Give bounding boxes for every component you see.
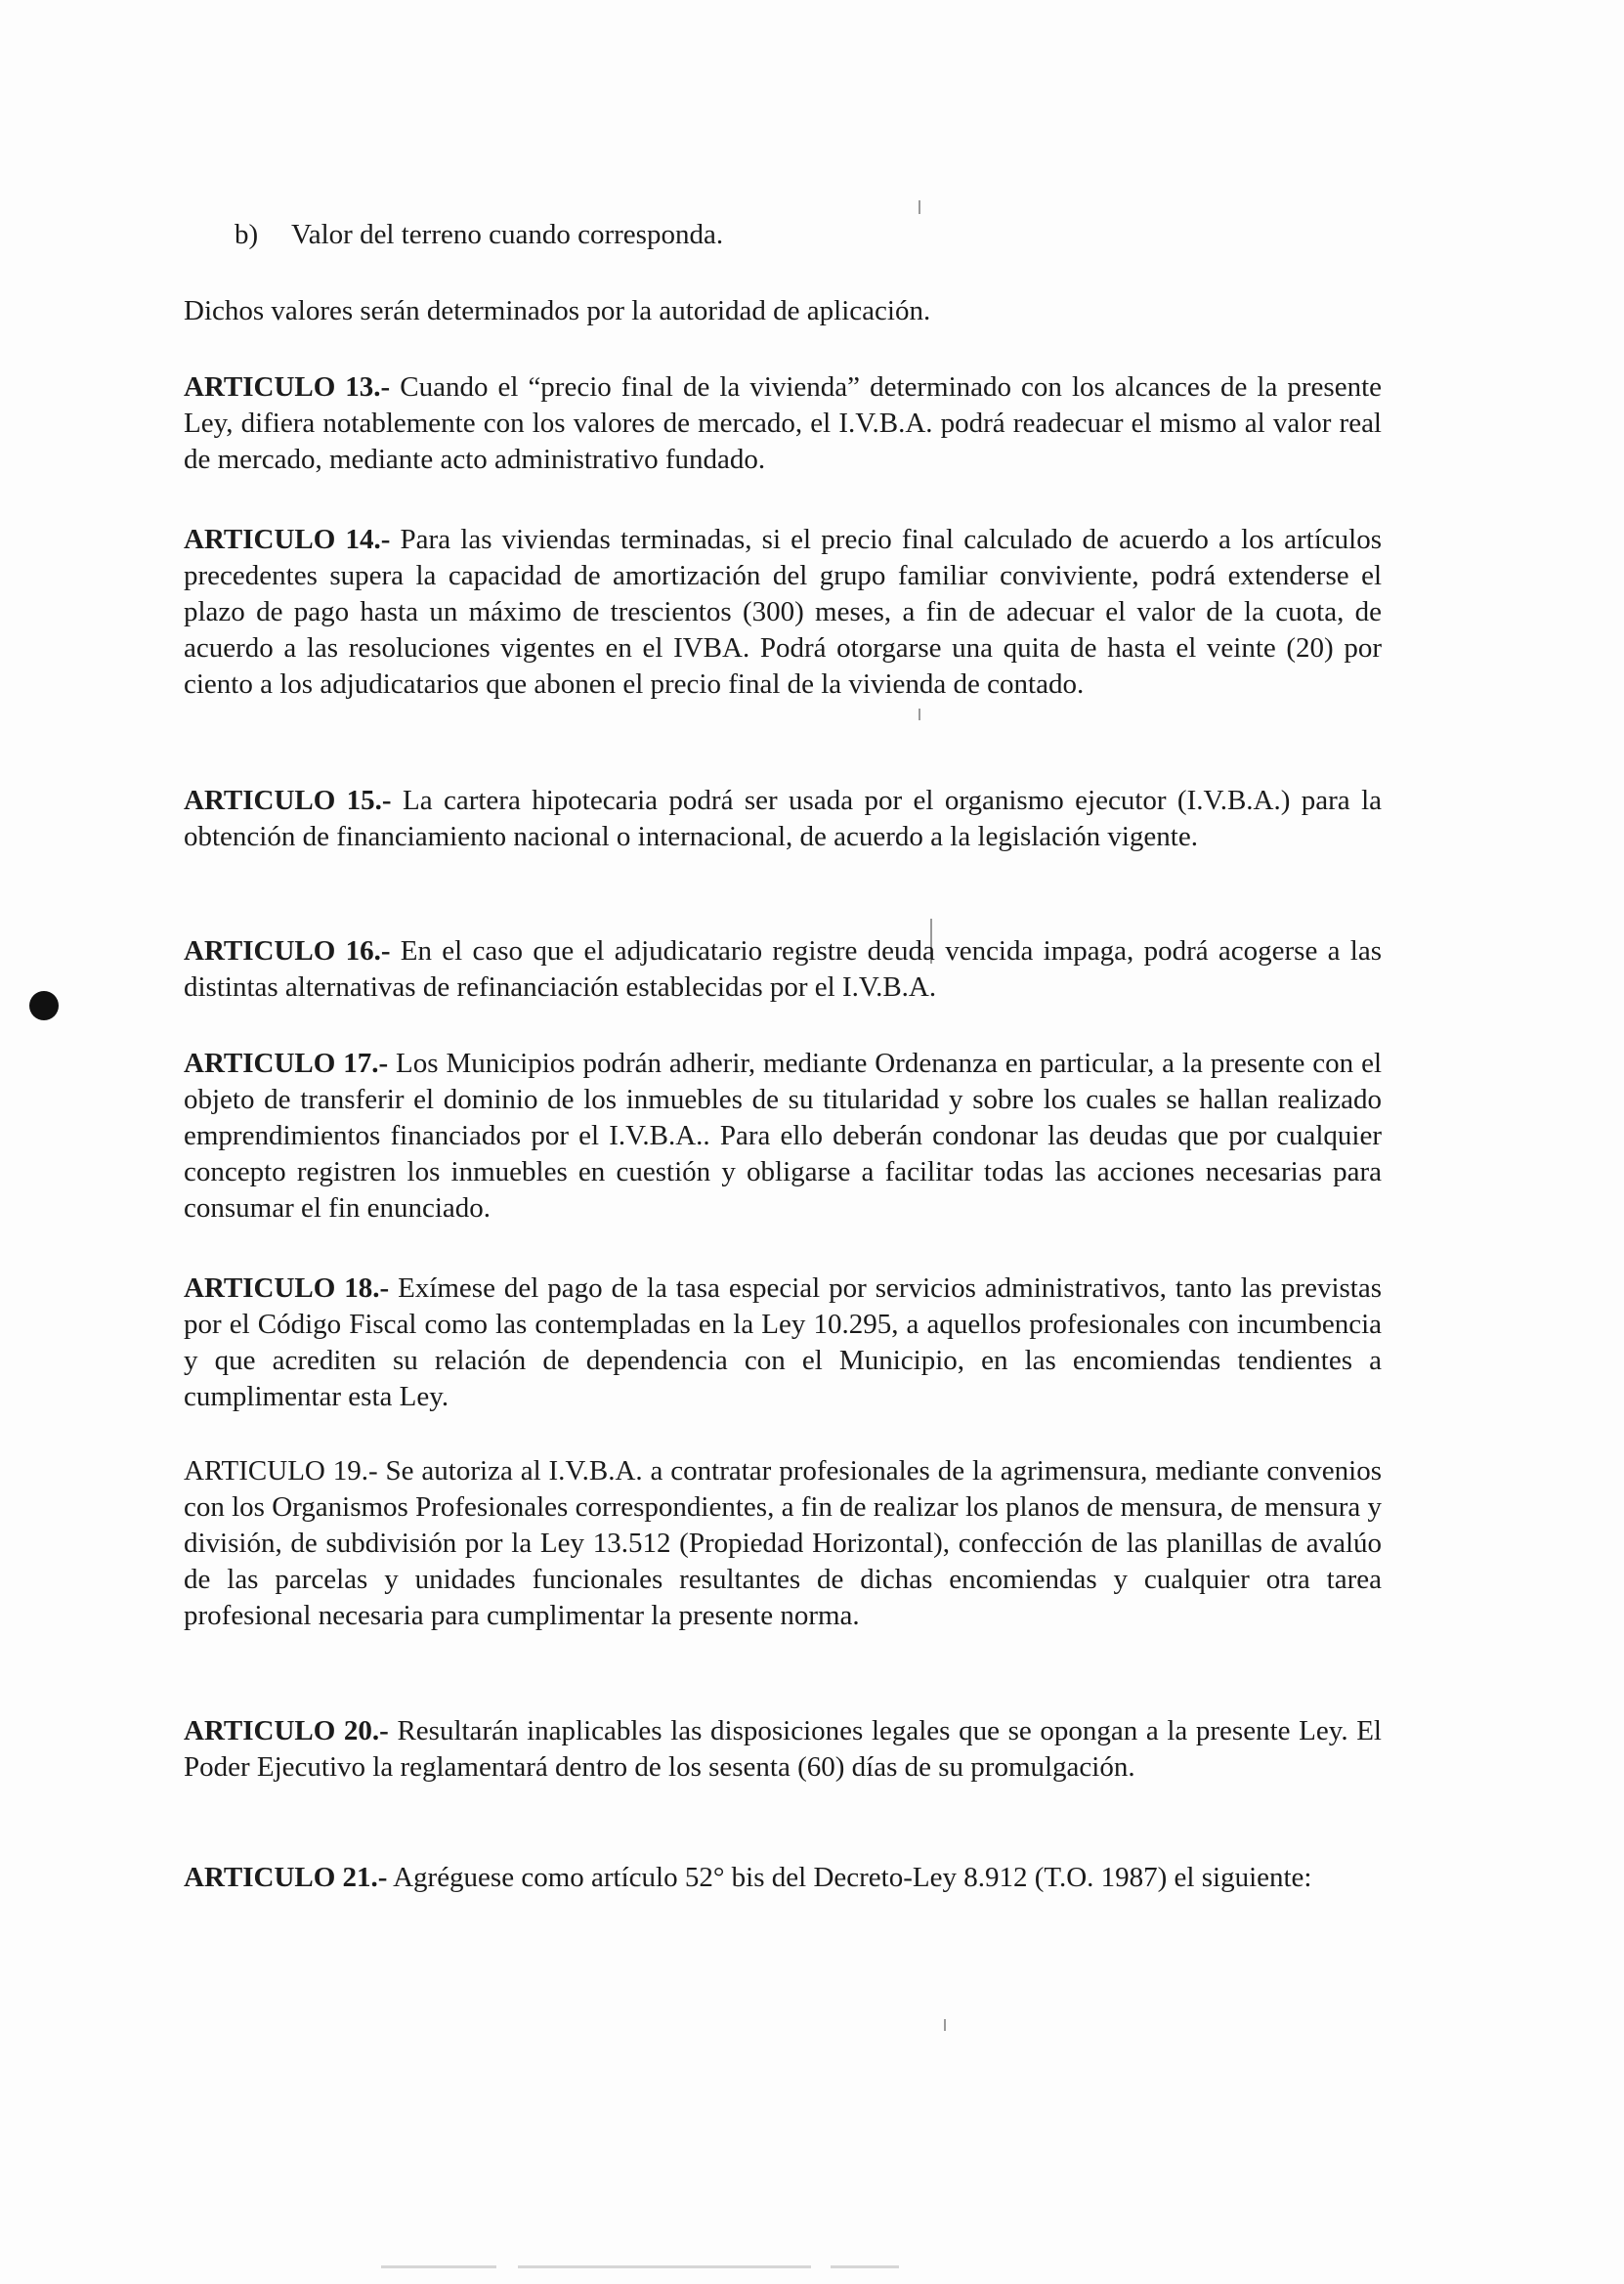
article-19 bbox=[184, 1453, 1382, 1634]
article-label: ARTICULO 15.- bbox=[184, 785, 392, 816]
article-15 bbox=[184, 783, 1382, 855]
article-14 bbox=[184, 522, 1382, 703]
list-marker: b) bbox=[235, 219, 259, 250]
article-label: ARTICULO 20.- bbox=[184, 1715, 389, 1746]
article-21 bbox=[184, 1860, 1382, 1896]
scan-edge-rule bbox=[831, 2265, 899, 2268]
article-text: Exímese del pago de la tasa especial por servicios administrativos, tanto las previstas por el Código Fiscal como las contempladas en la Ley 10.295, a aquellos profesionales con incumbencia y que acrediten su relación de dependencia con el Municipio, en las encomiendas tendientes a cumplimentar esta Ley. bbox=[184, 1272, 1382, 1412]
article-17 bbox=[184, 1046, 1382, 1227]
article-text: En el caso que el adjudicatario registre deuda vencida impaga, podrá acogerse a las distintas alternativas de refinanciación establecidas por el I.V.B.A. bbox=[184, 935, 1382, 1003]
article-text: Resultarán inaplicables las disposiciones legales que se opongan a la presente Ley. El Poder Ejecutivo la reglamentará dentro de los sesenta (60) días de su promulgación. bbox=[184, 1715, 1382, 1783]
article-label: ARTICULO 17.- bbox=[184, 1048, 389, 1079]
punch-hole-mark bbox=[29, 991, 59, 1020]
article-text: Se autoriza al I.V.B.A. a contratar profesionales de la agrimensura, mediante convenios con los Organismos Profesionales correspondientes, a fin de realizar los planos de mensura, de mensura y división, de subdivisión por la Ley 13.512 (Propiedad Horizontal), confección de las planillas de avalúo de las parcelas y unidades funcionales resultantes de dichas encomiendas y cualquier otra tarea profesional necesaria para cumplimentar la presente norma. bbox=[184, 1455, 1383, 1631]
article-text: La cartera hipotecaria podrá ser usada por el organismo ejecutor (I.V.B.A.) para la obtención de financiamiento nacional o internacional, de acuerdo a la legislación vigente. bbox=[184, 785, 1382, 852]
intro-paragraph: Dichos valores serán determinados por la autoridad de aplicación. bbox=[184, 295, 931, 326]
list-item-b bbox=[235, 217, 723, 253]
article-label: ARTICULO 21.- bbox=[184, 1862, 388, 1893]
scan-artifact bbox=[944, 2019, 946, 2031]
article-13 bbox=[184, 369, 1382, 478]
scan-edge-rule bbox=[381, 2265, 496, 2268]
article-label: ARTICULO 19.- bbox=[184, 1455, 378, 1487]
scan-edge-rule bbox=[518, 2265, 811, 2268]
article-text: Para las viviendas terminadas, si el precio final calculado de acuerdo a los artículos precedentes supera la capacidad de amortización del grupo familiar conviviente, podrá extenderse el plazo de pago hasta un máximo de trescientos (300) meses, a fin de adecuar el valor de la cuota, de acuerdo a las resoluciones vigentes en el IVBA. Podrá otorgarse una quita de hasta el veinte (20) por ciento a los adjudicatarios que abonen el precio final de la vivienda de contado. bbox=[184, 524, 1382, 700]
article-label: ARTICULO 14.- bbox=[184, 524, 391, 555]
article-label: ARTICULO 18.- bbox=[184, 1272, 390, 1304]
article-18 bbox=[184, 1271, 1382, 1415]
article-20 bbox=[184, 1713, 1382, 1786]
article-text: Los Municipios podrán adherir, mediante Ordenanza en particular, a la presente con el objeto de transferir el dominio de los inmuebles de su titularidad y sobre los cuales se hallan realizado emprendimientos financiados por el I.V.B.A.. Para ello deberán condonar las deudas que por cualquier concepto registren los inmuebles en cuestión y obligarse a facilitar todas las acciones necesarias para consumar el fin enunciado. bbox=[184, 1048, 1383, 1224]
article-label: ARTICULO 13.- bbox=[184, 371, 391, 403]
article-text: Agréguese como artículo 52° bis del Decreto-Ley 8.912 (T.O. 1987) el siguiente: bbox=[387, 1862, 1312, 1893]
scan-artifact bbox=[919, 709, 920, 720]
article-label: ARTICULO 16.- bbox=[184, 935, 391, 967]
scan-artifact bbox=[919, 200, 920, 214]
article-text: Cuando el “precio final de la vivienda” determinado con los alcances de la presente Ley, difiera notablemente con los valores de mercado, el I.V.B.A. podrá readecuar el mismo al valor real de mercado, mediante acto administrativo fundado. bbox=[184, 371, 1383, 475]
article-16 bbox=[184, 933, 1382, 1006]
list-item-text: Valor del terreno cuando corresponda. bbox=[291, 219, 724, 250]
